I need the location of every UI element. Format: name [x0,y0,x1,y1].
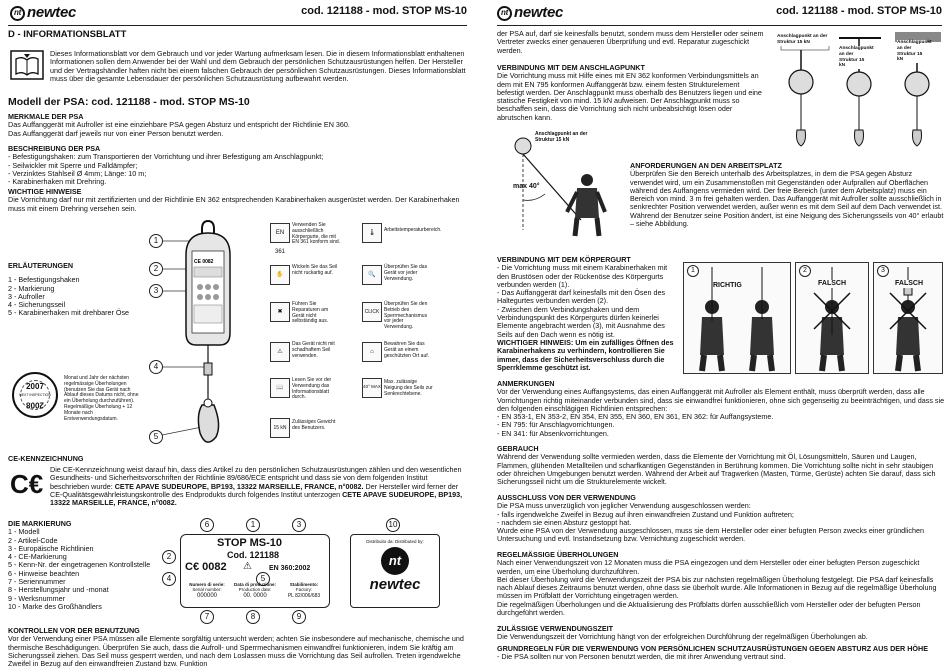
label-serial-head: Numero di serie: [189,582,225,587]
markierung-item: 1 - Modell [8,527,40,537]
anschlag-section [497,64,765,122]
arbeitsplatz-title: ANFORDERUNGEN AN DEN ARBEITSPLATZ [630,161,782,170]
beschreibung-item: - Befestigungshaken: zum Transportieren der Vorrichtung und ihrer Befestigung am Anschlagpunkt; [8,152,324,162]
harness-word-wrong-1: FALSCH [818,280,846,287]
anschlag-title: VERBINDUNG MIT DEM ANSCHLAGPUNKT [497,63,645,72]
markierung-title: DIE MARKIERUNG [8,519,72,528]
arbeitsplatz-section [630,162,945,228]
zeit-text: Die Verwendungszeit der Vorrichtung hängt von der erfolgreichen Durchführung der regelmäßigen Überholungen ab. [497,632,868,642]
label-serial-block [187,582,227,599]
icon-text: Max. zulässige Neigung des Seils zur Senkrechtebene. [384,379,433,397]
fig2-angle: max 40° [513,183,540,190]
icon-text: Arbeitstemperaturbereich. [384,227,442,233]
fig-label-2: Anschlagpunkt an der Struktur 15 kN [839,46,874,69]
anmerkungen-section [497,380,945,438]
label-model: STOP MS-10 [217,537,283,549]
header-code: cod. 121188 - mod. STOP MS-10 [776,5,942,17]
anschlag-text: Die Vorrichtung muss mit Hilfe eines mit EN 362 konformen Verbindungsmittels an dem mit EN 795 konformen Auffanggerät bzw. einem festen Strukturelement befestigt werden. Der Anschlagpunkt muss oberhalb des Benutzers liegen und eine statische Festigkeit von mind. 15 kN aufweisen. Der Anschlagpunkt muss so beschaffen sein, dass die Vorrichtung sich nicht unbeabsichtigt lösen oder abrutschen kann. [497,71,762,122]
anmerkungen-item: - EN 795: für Anschlagvorrichtungen. [497,420,615,430]
koerpergurt-warning: WICHTIGER HINWEIS: Um ein zufälliges Öffnen des Karabinerhakens zu verhindern, kontrollieren Sie immer, dass der Sicherheitsverschluss durch die Sperrklemme geschützt ist. [497,337,674,372]
harness-figures [683,262,943,374]
zeit-title: ZULÄSSIGE VERWENDUNGSZEIT [497,624,614,633]
wichtig-text: Die Vorrichtung darf nur mit zertifizierten und der Richtlinie EN 362 entsprechenden Karabinerhaken ausgerüstet werden. Der Karabinerhaken muss mit einem Drehring versehen sein. [8,195,460,213]
gebrauch-title: GEBRAUCH [497,444,539,453]
harness-correct-icon [684,263,790,373]
label-callout-2: 2 [162,550,176,564]
koerpergurt-item: - Die Vorrichtung muss mit einem Karabinerhaken mit den Brustösen oder der Rückenöse des Körpergurts verbunden werden (1). [497,263,668,289]
callout-1: 1 [149,234,163,248]
harness-panel-wrong-1 [795,262,869,374]
icon-text: Überprüfen Sie das Gerät vor jeder Verwendung. [384,264,428,282]
wichtig-title: WICHTIGE HINWEISE [8,187,82,196]
label-date: 00. 0000 [243,593,267,599]
beschreibung-item: - Verzinktes Stahlseil Ø 4mm; Länge: 10 m; [8,168,147,178]
distributor-brand: newtec [369,576,421,593]
distributor-box [350,534,440,608]
brand-text: newtec [514,4,564,22]
label-date-head: Data di produzione: [234,582,276,587]
harness-num-1: 1 [687,265,699,277]
label-date-block [233,582,277,599]
label-factory-head: Stabilimento: [289,582,319,587]
merkmale-section [8,113,468,138]
ce-text-c: Der Hersteller wird ferner der CE-Qualitätsgewährleistungskontrolle des Endprodukts durch folgendes Institut unterzogen [50,481,459,499]
ce-text-b: CETE APAVE SUDEUROPE, BP193, 13322 MARSEILLE, FRANCE, n°0082. [114,481,364,491]
erlaeuterung-item: 3 - Aufroller [8,291,45,301]
koerpergurt-section [497,256,679,372]
ce-text [50,466,468,507]
gebrauch-text: Während der Verwendung sollte vermieden werden, dass die Elemente der Vorrichtung mit Öl, Lösungsmitteln, Säuren und Laugen, Flammen, glühenden Metallteilen und scharfkantigen Gegenständen in Berührung kommen. Die Vorrichtung sollte nicht in sehr staubigen oder öhreichen Umgebungen benutzt werden. Während der Arbeit auf Tragwerken (Masten, Türme, Gerüste) achten Sie darauf, dass sich Sicherungsseil nicht um die Strukturelemente wickelt. [497,452,936,487]
icon-text: Bewahren Sie das Gerät an einem geschützten Ort auf. [384,341,430,359]
markierung-item: 4 - CE-Markierung [8,552,67,562]
markierung-item: 9 - Werksnummer [8,593,65,603]
grund-title: GRUNDREGELN FÜR DIE VERWENDUNG VON PERSÖNLICHEN SCHUTZAUSRÜSTUNGEN GEGEN ABSTURZ AUS DER HÖHE [497,644,929,653]
harness-panel-wrong-2 [873,262,943,374]
angle-icon: 40° MAX [362,378,382,398]
callout-3: 3 [149,284,163,298]
markierung-section [8,520,158,611]
header-divider [8,25,467,26]
label-en: EN 360:2002 [269,565,311,572]
label-callout-5: 5 [256,572,270,586]
merkmale-text: Das Auffanggerät mit Aufroller ist eine einziehbare PSA gegen Absturz und entspricht der Richtlinie EN 360. Das Auffanggerät darf jeweils nur von einer Person benutzt werden. [8,120,350,138]
inspect-device-icon: 🔍 [362,265,382,285]
fig2-label: Anschlagpunkt an der Struktur 15 kN [535,131,588,143]
callout-5: 5 [149,430,163,444]
wichtig-section [8,188,468,213]
label-callout-10: 10 [386,518,400,532]
svg-text:CE 0082: CE 0082 [194,259,214,265]
harness-word-wrong-2: FALSCH [895,280,923,287]
read-manual-icon: 📖 [270,378,290,398]
label-callout-8: 8 [246,610,260,624]
thermometer-icon: 🌡 [362,223,382,243]
label-date-head2: Production date: [238,587,272,592]
label-callout-1: 1 [246,518,260,532]
harness-num-2: 2 [799,265,811,277]
beschreibung-item: - Karabinerhaken mit Drehring. [8,177,107,187]
grund-section [497,645,945,662]
icon-text: Das Gerät nicht mit schadhaftem Seil verwenden. [292,341,335,359]
ausschluss-item: - falls irgendwelche Zweifel in Bezug auf ihren einwandfreien Zustand und Funktion auftreten; [497,509,794,519]
markierung-item: 6 - Hinweise beachten [8,568,80,578]
ausschluss-item: Die PSA muss unverzüglich von jeglicher Verwendung ausgeschlossen werden: [497,501,751,511]
page-title: D - INFORMATIONSBLATT [8,29,127,40]
label-cod: Cod. 121188 [227,550,280,560]
ce-text-d: CETE APAVE SUDEUROPE, BP193, 13322 MARSEILLE, FRANCE, n°0082. [50,489,463,508]
damaged-rope-icon: ⚠ [270,342,290,362]
arbeitsplatz-text: Überprüfen Sie den Bereich unterhalb des Arbeitsplatzes, in dem die PSA gegen Absturz verwendet wird, um ein Zusammenstoßen mit Gegenständen oder Aufprallen auf Oberflächen während des Auffangens vermieden wird. Der freie Bereich (unter dem Arbeitsplatz) muss ein Bereich von mind. 3 m frei gehalten werden. Das Auffanggerät mit Aufroller sollte ausschließlich in senkrechter Position verwendet werden, außer wenn es mit dem Seil auf dem Dach verwendet ist. Während der Benutzer seine Position ändert, ist eine Neigung des Sicherungsseils von 40° erlaubt – siehe Abbildung. [630,169,944,229]
header-code: cod. 121188 - mod. STOP MS-10 [301,5,467,17]
markierung-item: 5 - Kenn-Nr. der eingetragenen Kontrollstelle [8,560,151,570]
gebrauch-section [497,445,945,486]
koerpergurt-item: - Das Auffanggerät darf keinesfalls mit den Ösen des Haltegurtes verbunden werden (2). [497,288,666,306]
click-icon: CLICK [362,302,382,322]
device-illustration [150,215,270,455]
model-title: Modell der PSA: cod. 121188 - mod. STOP MS-10 [8,96,250,108]
anmerkungen-item: - EN 341: für Absenkvorrichtungen. [497,428,609,438]
ce-title: CE-KENNZEICHNUNG [8,454,84,463]
fig-label-1: Anschlagpunkt an der Struktur 15 kN [777,34,832,46]
label-factory: PL 82/006/683 [287,593,321,599]
icon-text: Verwenden Sie ausschließlich Körpergurte, die mit EN 361 konform sind. [292,222,341,246]
kontrollen-section [8,627,470,668]
brand-text: newtec [27,4,77,22]
erlaeuterung-item: 1 - Befestigungshaken [8,275,80,285]
label-sample [180,534,330,608]
weight-icon: 15 kN [270,418,290,438]
newtec-logo [10,6,76,21]
anmerkungen-text: Vor der Verwendung eines Auffangsystems, das einen Auffanggerät mit Aufroller als Element enthält, muss überprüft werden, dass alle Vorrichtungen richtig miteinander verbunden sind, dass sie einwandfrei funktionieren, ohne sich gegenseitig zu beeinträchtigen, und dass sie den folgenden einschlägigen Richtlinien entsprechen: [497,387,945,413]
intro-text: Dieses Informationsblatt vor dem Gebrauch und vor jeder Wartung aufmerksam lesen. Die in diesem Informationsblatt enthaltenen Informationen sollen dem Anwender bei der Wahl und dem Gebrauch der persönlichen Schutzausrüstungen helfen. Der Hersteller und der Vertragshändler haften nicht bei einem falschen Gebrauch der persönlichen Schutzausrüstungen. Dieses Informationsblatt muss über die gesamte Lebensdauer der persönlichen Schutzausrüstung aufbewahrt werden. [50,49,466,83]
markierung-item: 10 - Marke des Großhändlers [8,601,102,611]
sticker-text: Monat und Jahr der nächsten regelmässige Überholungen (benutzen Sie das Gerät nach Ablauf dieses Datums nicht, ohne ein Überholung durchzuführen). Regelmäßige Überholung + 12 Monate nach Erstverwendungsdatum. [64,375,139,422]
newtec-logo [497,6,563,21]
icon-text: Zulässiges Gewicht des Benutzers. [292,419,336,431]
ueberholungen-section [497,551,945,617]
anmerkungen-item: - EN 353-1, EN 353-2, EN 354, EN 355, EN 360, EN 361, EN 362: für Auffangsysteme. [497,412,774,422]
header-divider [497,25,942,26]
ueberholungen-title: REGELMÄSSIGE ÜBERHOLUNGEN [497,550,619,559]
label-factory-head2: Factory: [295,587,313,592]
beschreibung-title: BESCHREIBUNG DER PSA [8,144,101,153]
ausschluss-section [497,494,945,544]
distributor-logo-icon: nt [381,547,409,575]
markierung-item: 3 - Europäische Richtlinien [8,543,94,553]
book-icon [10,50,44,80]
icon-text: Überprüfen Sie den Betrieb des Sperrmechanismus vor jeder Verwendung. [384,301,428,331]
no-repair-icon: ✖ [270,302,290,322]
koerpergurt-title: VERBINDUNG MIT DEM KÖRPERGURT [497,255,631,264]
icon-text: Führen Sie Reparaturen am Gerät nicht selbständig aus. [292,301,329,325]
merkmale-title: MERKMALE DER PSA [8,112,84,121]
erlaeuterungen-title: ERLÄUTERUNGEN [8,261,74,270]
label-callout-6: 6 [200,518,214,532]
erlaeuterung-item: 4 - Sicherungsseil [8,300,66,310]
harness-icon: EN 361 [270,223,290,243]
koerpergurt-item: - Zwischen dem Verbindungshaken und dem Verbindungspunkt des Körpergurts dürfen keinerlei Elemente angebracht werden (3), mit Ausnahme des Seils auf den Dach wenn es nötig ist. [497,304,665,339]
ausschluss-item: - nachdem sie einen Absturz gestoppt hat. [497,517,632,527]
grund-text: - Die PSA sollten nur von Personen benutzt werden, die mit ihrer Anwendung vertraut sind. [497,652,786,662]
ce-text-a: Die CE-Kennzeichnung weist darauf hin, dass dies Artikel zu den persönlichen Schutzausrüstungen zählen und den wesentlichen Gesundheits- und Sicherheitsvorschriften der Richtlinie 89/686/ECE entspricht und dass sie von dem folgenden Institut beschrieben wurde: [50,465,462,491]
anmerkungen-title: ANMERKUNGEN [497,379,555,388]
erlaeuterung-item: 2 - Markierung [8,283,55,293]
beschreibung-item: - Seilwickler mit Sperre und Falldämpfer; [8,160,138,170]
erlaeuterungen-section [8,262,153,318]
kontrollen-text: Vor der Verwendung einer PSA müssen alle Elemente sorgfältig untersucht werden; achten Sie insbesondere auf mechanische, chemische und thermische Beschädigungen. Überprüfen Sie auch, dass die Aufroll- und Sperrmechanismen einwandfrei funktionieren, indem Sie kräftig am Sicherungsseil ziehen. Das Seil muss gesperrt werden, und nach dem Loslassen muss die Vorrichtung das Seil aufrollen. Treten irgendwelche Zweifel in Bezug auf den einwandfreien Zustand bzw. Funktion [8,634,464,669]
ausschluss-item: Wurde eine PSA von der Verwendung ausgeschlossen, muss sie dem Hersteller oder einer befugten Person zwecks einer gründlichen Untersuchung und evtl. Instandsetzung bzw. Vernichtung zugeschickt werden. [497,526,924,544]
label-callout-4: 4 [162,572,176,586]
erlaeuterung-item: 5 - Karabinerhaken mit drehbarer Öse [8,308,130,318]
manual-mini-icon: ⚠ [243,561,252,572]
newtec-logo-icon: nt [10,6,25,21]
sticker-year-top: 2007 [26,382,44,391]
label-serial: 000000 [196,593,218,599]
no-jerk-icon: ✋ [270,265,290,285]
label-serial-head2: Serial number: [192,587,222,592]
markierung-item: 8 - Herstellungsjahr und -monat [8,585,109,595]
label-factory-block [281,582,327,599]
harness-panel-correct [683,262,791,374]
newtec-logo-icon: nt [497,6,512,21]
label-ce: C€ 0082 [185,561,227,573]
right-page [475,0,950,670]
callout-4: 4 [149,360,163,374]
label-callout-9: 9 [292,610,306,624]
markierung-item: 7 - Seriennummer [8,577,66,587]
sticker-year-bottom: 2008 [26,400,44,410]
inspection-sticker [12,372,58,418]
zeit-section [497,625,945,642]
harness-num-3: 3 [877,265,889,277]
cont-text: der PSA auf, darf sie keinesfalls benutzt, sondern muss dem Hersteller oder seinem Vertreter zwecks einer genaueren Überprüfung und evtl. Reparatur zugeschickt werden. [497,29,764,55]
callout-2: 2 [149,262,163,276]
ce-mark-icon: C€ [10,469,44,499]
icon-text: Lesen Sie vor der Verwendung das Informationsblatt durch. [292,377,332,401]
sticker-label: NEXT INSPECTION [19,393,51,397]
storage-icon: ⌂ [362,342,382,362]
fig-label-3: Anschlagpunkt an der Struktur 15 kN [897,40,932,63]
distributor-label: Distribuito da: Distributed by: [366,539,424,544]
markierung-item: 2 - Artikel-Code [8,535,58,545]
kontrollen-title: KONTROLLEN VOR DER BENUTZUNG [8,626,140,635]
label-callout-3: 3 [292,518,306,532]
ueberholungen-text: Nach einer Verwendungszeit von 12 Monaten muss die PSA eingezogen und dem Hersteller oder einer befugten Person zugeschickt werden, um eine Überholung durchzuführen. Bei dieser Überholung wird die Verwendungszeit der PSA bis zur nächsten regelmäßigen Überholung festgelegt. Die PSA darf keinesfalls nach Ablauf dieses Zeitraums benutzt werden, ohne dass sie überholt wurde. Alle Informationen in Bezug auf die regelmäßige Überholung müssen im Prüfblatt der Vorrichtung eingetragen werden. Die regelmäßigen Überholungen und die Aktualisierung des Prüfblatts dürfen ausschließlich vom Hersteller oder der befugten Person durchgeführt werden. [497,558,937,618]
ausschluss-title: AUSSCHLUSS VON DER VERWENDUNG [497,493,636,502]
anchor-figure-1 [781,36,829,146]
label-callout-7: 7 [200,610,214,624]
icon-text: Wickeln Sie das Seil nicht ruckartig auf. [292,264,338,276]
harness-word-correct: RICHTIG [713,282,742,289]
beschreibung-section [8,145,468,186]
